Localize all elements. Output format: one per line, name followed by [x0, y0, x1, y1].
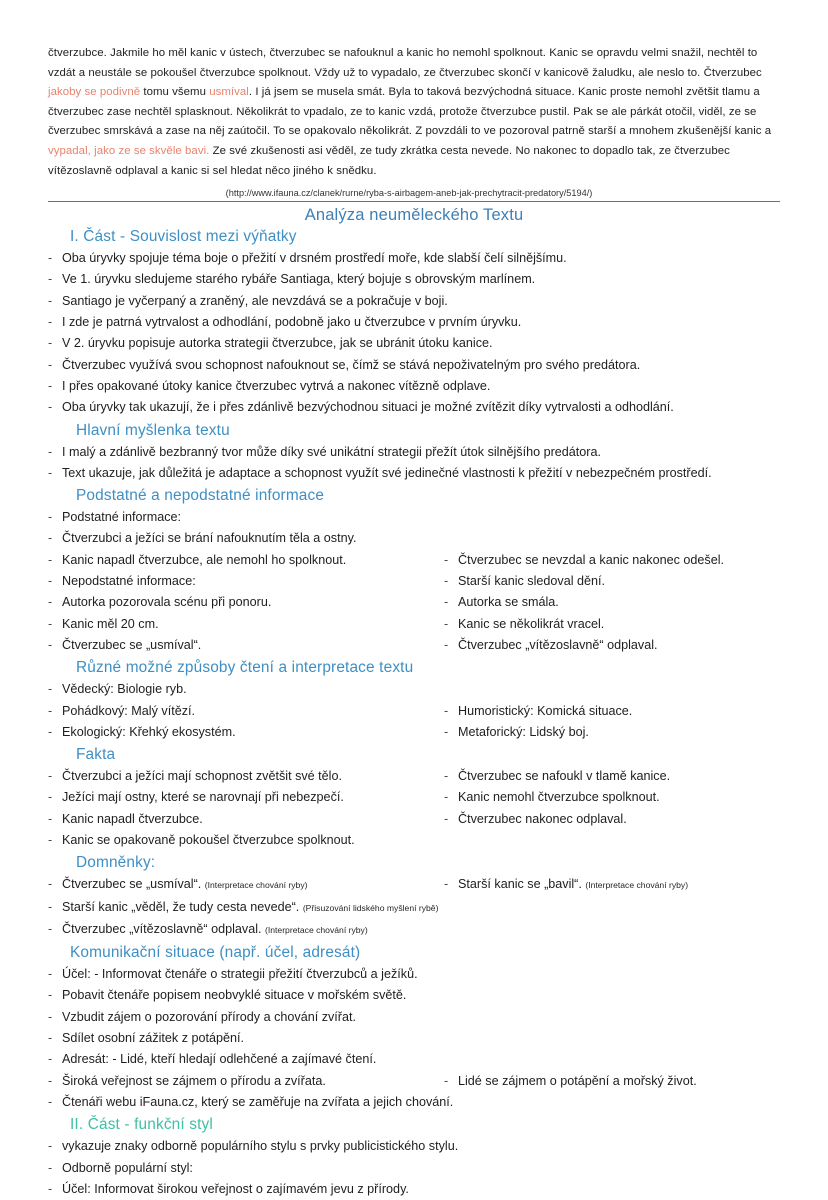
assumption-text: Starší kanic se „bavil“.: [458, 877, 582, 892]
communication-purpose-list: [48, 964, 780, 985]
list-item: - Kanic měl 20 cm.: [48, 614, 444, 635]
communication-addressee-row: [48, 1071, 780, 1092]
list-item: - Vzbudit zájem o pozorování přírody a chování zvířat.: [48, 1007, 780, 1028]
info-nonessential-left-col: [48, 592, 444, 656]
info-essential-row: [48, 550, 780, 571]
list-item: - Vědecký: Biologie ryb.: [48, 679, 780, 700]
info-nonessential-row: [48, 592, 780, 656]
assumption-note: (Interpretace chování ryby): [204, 880, 308, 891]
assumptions-left-col: [48, 874, 444, 896]
list-item: - Čtverzubec „vítězoslavně“ odplaval.: [444, 635, 780, 656]
list-item: - Kanic se několikrát vracel.: [444, 614, 780, 635]
heading-readings: Různé možné způsoby čtení a interpretace textu: [76, 659, 414, 677]
excerpt-highlight-2: usmíval: [209, 86, 249, 99]
assumption-text: Čtverzubec se „usmíval“.: [62, 877, 202, 892]
part1-list-level2a: [48, 269, 780, 290]
assumptions-remaining-list: [48, 897, 780, 942]
info-essential-right-col: [444, 550, 780, 571]
excerpt-highlight-3: vypadal, jako ze se skvěle bavi.: [48, 144, 210, 157]
part1-list-level1: [48, 248, 780, 269]
readings-left-col: [48, 701, 444, 744]
list-item: - Autorka pozorovala scénu při ponoru.: [48, 592, 444, 613]
list-item: - Humoristický: Komická situace.: [444, 701, 780, 722]
part1-list-level3b: [48, 355, 780, 398]
communication-addressee-list: [48, 1049, 780, 1070]
list-item: - Ekologický: Křehký ekosystém.: [48, 722, 444, 743]
page-title: Analýza neuměleckého Textu: [304, 206, 524, 225]
part1-list-level2b: [48, 333, 780, 354]
heading-main-idea: Hlavní myšlenka textu: [76, 421, 230, 439]
source-url: (http://www.ifauna.cz/clanek/rurne/ryba-s-airbagem-aneb-jak-prechytracit-predatory/5194/): [225, 188, 593, 199]
info-nonessential-label-col: [48, 571, 444, 592]
list-item: - Text ukazuje, jak důležitá je adaptace a schopnost využít své jedinečné vlastnosti k přežití v nebezpečném prostředí.: [48, 463, 780, 484]
list-item: - Čtverzubec nakonec odplaval.: [444, 809, 780, 830]
list-item: - I zde je patrná vytrvalost a odhodlání, podobně jako u čtverzubce v prvním úryvku.: [48, 312, 780, 333]
communication-addressee-left-col: [48, 1071, 444, 1092]
list-item: [48, 874, 444, 896]
facts-right-list: [444, 766, 780, 830]
info-nonessential-right-col-2: [444, 592, 780, 656]
heading-part-1: I. Část - Souvislost mezi výňatky: [70, 228, 297, 246]
assumption-text: Starší kanic „věděl, že tudy cesta nevede“.: [62, 899, 300, 914]
excerpt-segment-4: Ze své zkušenosti asi věděl, ze tudy zkrátka cesta nevede. No nakonec to dopadlo tak, ze čtverzubec vítězoslavně odplaval a kanic si sel hledat něco jiného k snědku.: [48, 144, 730, 177]
list-item: - Oba úryvky tak ukazují, že i přes zdánlivě bezvýchodnou situaci je možné zvítězit díky vytrvalosti a odhodlání.: [48, 397, 780, 418]
list-item: - Starší kanic sledoval dění.: [444, 571, 780, 592]
main-idea-list: [48, 442, 780, 485]
list-item: - vykazuje znaky odborně populárního stylu s prvky publicistického stylu.: [48, 1136, 780, 1157]
assumption-note: (Interpretace chování ryby): [265, 924, 368, 935]
excerpt-segment-3: . I já jsem se musela smát. Byla to taková bezvýchodná situace. Kanic proste nemohl zvětšit tlamu a čtverzubec zase nechtěl splasknout. Několikrát to vpadalo, ze to kanic vzdá, protože čtverzubce pustil. Pak se ale párkát otočil, viděl, ze se čverzubec smrskává a zase na něj zaútočil. To se opakovalo několikrát. Z povzdáli to ve pozoroval patrně starší a mnohem zkušenější kanic a: [48, 86, 772, 138]
list-item: - Ve 1. úryvku sledujeme starého rybáře Santiaga, který bojuje s obrovským marlínem.: [48, 269, 780, 290]
list-item: - Nepodstatné informace:: [48, 571, 444, 592]
assumption-text: Čtverzubec „vítězoslavně“ odplaval.: [62, 921, 262, 936]
info-essential-left-col: [48, 550, 444, 571]
list-item: - Čtverzubci a ježíci mají schopnost zvětšit své tělo.: [48, 766, 444, 787]
info-essential-left-list: [48, 550, 444, 571]
list-item: - Účel: - Informovat čtenáře o strategii přežití čtverzubců a ježíků.: [48, 964, 780, 985]
list-item: - Kanic napadl čtverzubce, ale nemohl ho spolknout.: [48, 550, 444, 571]
assumptions-left-list: [48, 874, 444, 896]
list-item: - Pobavit čtenáře popisem neobvyklé situace v mořském světě.: [48, 985, 780, 1006]
info-essential-right-list: [444, 550, 780, 571]
info-nonessential-label-list: [48, 571, 444, 592]
list-item: - I malý a zdánlivě bezbranný tvor může díky své unikátní strategii přežít útok silnějšího predátora.: [48, 442, 780, 463]
list-item: - Pohádkový: Malý vítězí.: [48, 701, 444, 722]
list-item: - Čtverzubec se „usmíval“.: [48, 635, 444, 656]
list-item: - Podstatné informace:: [48, 507, 780, 528]
readings-first-list: [48, 679, 780, 700]
part2-list: [48, 1136, 780, 1179]
list-item: - Adresát: - Lidé, kteří hledají odlehčené a zajímavé čtení.: [48, 1049, 780, 1070]
communication-addressee-right-list: [444, 1071, 780, 1092]
list-item: - Santiago je vyčerpaný a zraněný, ale nevzdává se a pokračuje v boji.: [48, 291, 780, 312]
part2-sublist: [48, 1179, 780, 1200]
source-excerpt: [48, 44, 780, 181]
title-divider: [48, 201, 780, 202]
list-item: - Kanic se opakovaně pokoušel čtverzubce spolknout.: [48, 830, 444, 851]
excerpt-highlight-1: jakoby se podivně: [48, 86, 141, 99]
info-essential-label-list: [48, 507, 780, 528]
list-item: - Autorka se smála.: [444, 592, 780, 613]
list-item: - Čtverzubci a ježíci se brání nafouknutím těla a ostny.: [48, 528, 780, 549]
list-item: - Odborně populární styl:: [48, 1158, 780, 1179]
communication-addressee-left-list-2: [48, 1092, 780, 1113]
info-nonessential-header-row: [48, 571, 780, 592]
assumptions-row-1: [48, 874, 780, 896]
list-item: - Čtverzubec se nevzdal a kanic nakonec odešel.: [444, 550, 780, 571]
list-item: - Lidé se zájmem o potápění a mořský život.: [444, 1071, 780, 1092]
list-item: - Ježíci mají ostny, které se narovnají při nebezpečí.: [48, 787, 444, 808]
readings-left-list: [48, 701, 444, 744]
list-item: - Kanic napadl čtverzubce.: [48, 809, 444, 830]
assumption-note: (Přisuzování lidského myšlení rybě): [302, 902, 439, 913]
excerpt-segment-2: tomu všemu: [140, 86, 210, 99]
facts-left-list: [48, 766, 444, 851]
communication-addressee-left-list: [48, 1071, 444, 1092]
facts-row: [48, 766, 780, 851]
list-item: - Sdílet osobní zážitek z potápění.: [48, 1028, 780, 1049]
heading-facts: Fakta: [76, 746, 116, 764]
list-item: - Oba úryvky spojuje téma boje o přežití v drsném prostředí moře, kde slabší čelí silnějšímu.: [48, 248, 780, 269]
info-nonessential-right-col-1: [444, 571, 780, 592]
readings-row: [48, 701, 780, 744]
part1-list-level3a: [48, 291, 780, 334]
heading-assumptions: Domněnky:: [76, 854, 156, 872]
heading-communication: Komunikační situace (např. účel, adresát): [70, 944, 361, 962]
list-item: - Účel: Informovat širokou veřejnost o zajímavém jevu z přírody.: [48, 1179, 780, 1200]
facts-left-col: [48, 766, 444, 851]
facts-right-col: [444, 766, 780, 830]
list-item: - Čtverzubec se nafoukl v tlamě kanice.: [444, 766, 780, 787]
assumption-note: (Interpretace chování ryby): [585, 880, 689, 891]
communication-purpose-sublist: [48, 985, 780, 1049]
list-item: [48, 897, 780, 919]
info-nonessential-right-list-1: [444, 571, 780, 592]
list-item: [48, 919, 780, 941]
list-item: - Kanic nemohl čtverzubce spolknout.: [444, 787, 780, 808]
list-item: - Široká veřejnost se zájmem o přírodu a zvířata.: [48, 1071, 444, 1092]
info-essential-left-first: [48, 528, 780, 549]
assumptions-right-list: [444, 874, 780, 896]
list-item: - Čtverzubec využívá svou schopnost nafouknout se, čímž se stává nepoživatelným pro svého predátora.: [48, 355, 780, 376]
info-nonessential-left-list: [48, 592, 444, 656]
part1-list-level1-end: [48, 397, 780, 418]
list-item: - I přes opakované útoky kanice čtverzubec vytrvá a nakonec vítězně odplave.: [48, 376, 780, 397]
heading-information: Podstatné a nepodstatné informace: [76, 487, 325, 505]
list-item: - V 2. úryvku popisuje autorka strategii čtverzubce, jak se ubránit útoku kanice.: [48, 333, 780, 354]
excerpt-segment-1: čtverzubce. Jakmile ho měl kanic v ústech, čtverzubec se nafouknul a kanic ho nemohl spolknout. Kanic se opravdu velmi snažil, nechtěl to vzdát a neustále se pokoušel čtverzubce spolknout. Vždy už to vypadalo, ze čtverzubec skončí v kanicově žaludku, ale neslo to. Čtverzubec: [48, 47, 762, 79]
readings-right-list: [444, 701, 780, 744]
list-item: - Čtenáři webu iFauna.cz, který se zaměřuje na zvířata a jejich chování.: [48, 1092, 780, 1113]
heading-part-2: II. Část - funkční styl: [70, 1116, 213, 1134]
list-item: - Metaforický: Lidský boj.: [444, 722, 780, 743]
readings-right-col: [444, 701, 780, 744]
communication-addressee-right-col: [444, 1071, 780, 1092]
info-nonessential-right-list-2: [444, 592, 780, 656]
assumptions-right-col: [444, 874, 780, 896]
list-item: [444, 874, 780, 896]
